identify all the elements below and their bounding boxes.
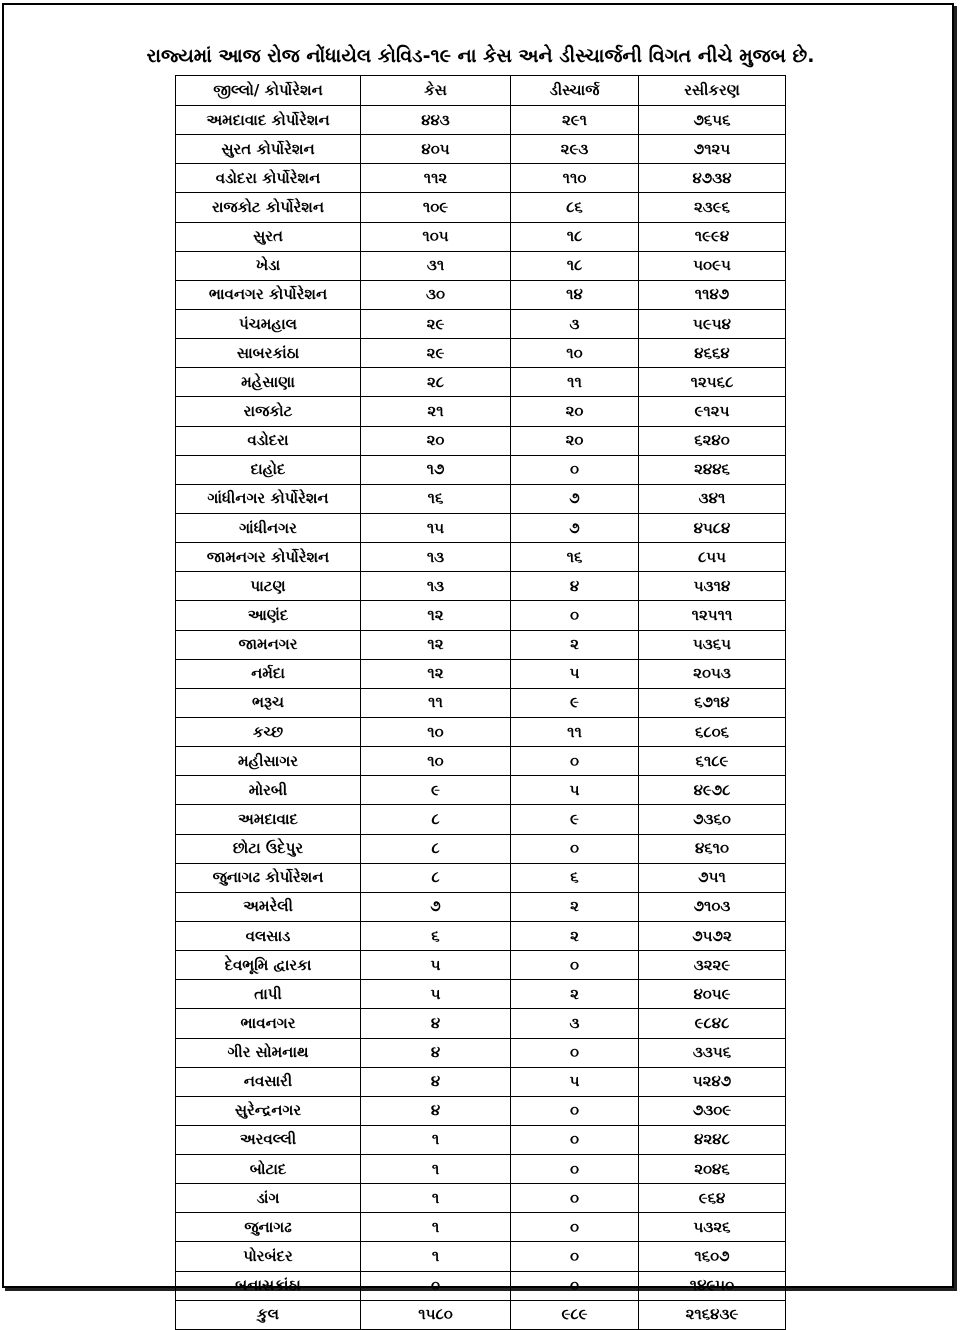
table-row bbox=[176, 951, 786, 980]
discharge-cell: ૭ bbox=[511, 484, 639, 513]
table-row bbox=[176, 543, 786, 572]
discharge-cell: ૦ bbox=[511, 1125, 639, 1154]
vaccination-cell: ૨૦૫૩ bbox=[639, 659, 786, 688]
discharge-cell: ૨૦ bbox=[511, 397, 639, 426]
cases-cell: ૧૦ bbox=[361, 717, 511, 746]
vaccination-cell: ૫૩૧૪ bbox=[639, 572, 786, 601]
cases-cell: ૧૦૫ bbox=[361, 222, 511, 251]
vaccination-cell: ૫૯૫૪ bbox=[639, 309, 786, 338]
district-cell: ગાંધીનગર bbox=[176, 513, 361, 542]
district-cell: કચ્છ bbox=[176, 717, 361, 746]
discharge-cell: ૧૧ bbox=[511, 717, 639, 746]
cases-cell: ૧૨ bbox=[361, 659, 511, 688]
table-row bbox=[176, 805, 786, 834]
cases-cell: ૨૯ bbox=[361, 309, 511, 338]
district-cell: મહેસાણા bbox=[176, 368, 361, 397]
district-cell: સુરેન્દ્રનગર bbox=[176, 1096, 361, 1125]
vaccination-cell: ૪૬૬૪ bbox=[639, 339, 786, 368]
discharge-cell: ૦ bbox=[511, 601, 639, 630]
district-cell: જામનગર કોર્પોરેશન bbox=[176, 543, 361, 572]
district-cell: મહીસાગર bbox=[176, 747, 361, 776]
table-row bbox=[176, 601, 786, 630]
cases-cell: ૮ bbox=[361, 805, 511, 834]
district-cell: ગીર સોમનાથ bbox=[176, 1038, 361, 1067]
table-row bbox=[176, 834, 786, 863]
vaccination-cell: ૩૪૧ bbox=[639, 484, 786, 513]
discharge-cell: ૦ bbox=[511, 951, 639, 980]
table-row bbox=[176, 193, 786, 222]
discharge-cell: ૦ bbox=[511, 747, 639, 776]
vaccination-cell: ૪૬૧૦ bbox=[639, 834, 786, 863]
district-cell: સુરત bbox=[176, 222, 361, 251]
discharge-cell: ૨૦ bbox=[511, 426, 639, 455]
district-cell: રાજકોટ bbox=[176, 397, 361, 426]
district-cell: રાજકોટ કોર્પોરેશન bbox=[176, 193, 361, 222]
district-cell: પોરબંદર bbox=[176, 1242, 361, 1271]
total-vaccination-cell: ૨૧૬૪૩૯ bbox=[639, 1300, 786, 1329]
discharge-cell: ૧૦ bbox=[511, 339, 639, 368]
table-row bbox=[176, 717, 786, 746]
district-cell: ગાંધીનગર કોર્પોરેશન bbox=[176, 484, 361, 513]
district-cell: અમરેલી bbox=[176, 892, 361, 921]
vaccination-cell: ૮૫૫ bbox=[639, 543, 786, 572]
discharge-cell: ૩ bbox=[511, 1009, 639, 1038]
discharge-cell: ૦ bbox=[511, 455, 639, 484]
district-cell: તાપી bbox=[176, 980, 361, 1009]
table-row bbox=[176, 339, 786, 368]
district-cell: મોરબી bbox=[176, 776, 361, 805]
total-discharge-cell: ૯૮૯ bbox=[511, 1300, 639, 1329]
header-discharge: ડીસ્ચાર્જ bbox=[511, 76, 639, 106]
cases-cell: ૩૦ bbox=[361, 280, 511, 309]
vaccination-cell: ૫૩૬૫ bbox=[639, 630, 786, 659]
cases-cell: ૪ bbox=[361, 1096, 511, 1125]
vaccination-cell: ૧૧૪૭ bbox=[639, 280, 786, 309]
cases-cell: ૪ bbox=[361, 1038, 511, 1067]
table-row bbox=[176, 776, 786, 805]
vaccination-cell: ૯૧૨૫ bbox=[639, 397, 786, 426]
cases-cell: ૮ bbox=[361, 834, 511, 863]
table-row bbox=[176, 106, 786, 135]
table-row bbox=[176, 572, 786, 601]
table-row bbox=[176, 1096, 786, 1125]
vaccination-cell: ૫૩૨૬ bbox=[639, 1213, 786, 1242]
header-district: જીલ્લો/ કોર્પોરેશન bbox=[176, 76, 361, 106]
discharge-cell: ૦ bbox=[511, 1213, 639, 1242]
total-label-cell: કુલ bbox=[176, 1300, 361, 1329]
vaccination-cell: ૧૨૫૬૮ bbox=[639, 368, 786, 397]
district-cell: દેવભૂમિ દ્વારકા bbox=[176, 951, 361, 980]
cases-cell: ૨૧ bbox=[361, 397, 511, 426]
cases-cell: ૧૦ bbox=[361, 747, 511, 776]
table-row bbox=[176, 251, 786, 280]
vaccination-cell: ૯૬૪ bbox=[639, 1184, 786, 1213]
cases-cell: ૪ bbox=[361, 1067, 511, 1096]
district-cell: જુનાગઢ કોર્પોરેશન bbox=[176, 863, 361, 892]
district-cell: છોટા ઉદેપુર bbox=[176, 834, 361, 863]
district-cell: પંચમહાલ bbox=[176, 309, 361, 338]
discharge-cell: ૪ bbox=[511, 572, 639, 601]
table-row bbox=[176, 980, 786, 1009]
district-cell: અરવલ્લી bbox=[176, 1125, 361, 1154]
vaccination-cell: ૨૦૪૬ bbox=[639, 1155, 786, 1184]
vaccination-cell: ૪૫૮૪ bbox=[639, 513, 786, 542]
discharge-cell: ૧૮ bbox=[511, 251, 639, 280]
discharge-cell: ૧૬ bbox=[511, 543, 639, 572]
table-row bbox=[176, 1038, 786, 1067]
cases-cell: ૪ bbox=[361, 1009, 511, 1038]
discharge-cell: ૨ bbox=[511, 892, 639, 921]
cases-cell: ૧૨ bbox=[361, 630, 511, 659]
district-cell: ભાવનગર bbox=[176, 1009, 361, 1038]
vaccination-cell: ૬૮૦૬ bbox=[639, 717, 786, 746]
table-row bbox=[176, 164, 786, 193]
cases-cell: ૧૬ bbox=[361, 484, 511, 513]
discharge-cell: ૦ bbox=[511, 1271, 639, 1300]
district-cell: આણંદ bbox=[176, 601, 361, 630]
discharge-cell: ૨ bbox=[511, 980, 639, 1009]
cases-cell: ૩૧ bbox=[361, 251, 511, 280]
discharge-cell: ૫ bbox=[511, 776, 639, 805]
vaccination-cell: ૧૯૯૪ bbox=[639, 222, 786, 251]
discharge-cell: ૭ bbox=[511, 513, 639, 542]
table-row bbox=[176, 1155, 786, 1184]
total-row bbox=[176, 1300, 786, 1329]
table-row bbox=[176, 135, 786, 164]
district-cell: ડાંગ bbox=[176, 1184, 361, 1213]
cases-cell: ૧૭ bbox=[361, 455, 511, 484]
table-body bbox=[176, 106, 786, 1330]
vaccination-cell: ૬૧૮૯ bbox=[639, 747, 786, 776]
discharge-cell: ૨ bbox=[511, 921, 639, 950]
discharge-cell: ૦ bbox=[511, 1242, 639, 1271]
page-title: રાજ્યમાં આજ રોજ નોંધાયેલ કોવિડ-૧૯ ના કેસ અને ડીસ્ચાર્જની વિગત નીચે મુજબ છે. bbox=[146, 45, 815, 67]
cases-cell: ૨૦ bbox=[361, 426, 511, 455]
vaccination-cell: ૭૩૦૯ bbox=[639, 1096, 786, 1125]
table-row bbox=[176, 368, 786, 397]
header-cases: કેસ bbox=[361, 76, 511, 106]
discharge-cell: ૧૧ bbox=[511, 368, 639, 397]
discharge-cell: ૯ bbox=[511, 688, 639, 717]
discharge-cell: ૨૯૩ bbox=[511, 135, 639, 164]
cases-cell: ૧૫ bbox=[361, 513, 511, 542]
table-row bbox=[176, 222, 786, 251]
table-header bbox=[176, 76, 786, 106]
table-row bbox=[176, 309, 786, 338]
vaccination-cell: ૩૩૫૬ bbox=[639, 1038, 786, 1067]
vaccination-cell: ૫૦૯૫ bbox=[639, 251, 786, 280]
cases-cell: ૧૨ bbox=[361, 601, 511, 630]
table-row bbox=[176, 1184, 786, 1213]
vaccination-cell: ૧૨૫૧૧ bbox=[639, 601, 786, 630]
vaccination-cell: ૪૭૩૪ bbox=[639, 164, 786, 193]
discharge-cell: ૩ bbox=[511, 309, 639, 338]
vaccination-cell: ૧૪૯૫૦ bbox=[639, 1271, 786, 1300]
cases-cell: ૨૮ bbox=[361, 368, 511, 397]
cases-cell: ૨૯ bbox=[361, 339, 511, 368]
table-row bbox=[176, 1271, 786, 1300]
table-row bbox=[176, 747, 786, 776]
vaccination-cell: ૭૬૫૬ bbox=[639, 106, 786, 135]
table-row bbox=[176, 455, 786, 484]
discharge-cell: ૦ bbox=[511, 1096, 639, 1125]
table-row bbox=[176, 1125, 786, 1154]
discharge-cell: ૧૧૦ bbox=[511, 164, 639, 193]
discharge-cell: ૯ bbox=[511, 805, 639, 834]
district-cell: અમદાવાદ કોર્પોરેશન bbox=[176, 106, 361, 135]
district-cell: જુનાગઢ bbox=[176, 1213, 361, 1242]
district-cell: નવસારી bbox=[176, 1067, 361, 1096]
vaccination-cell: ૬૨૪૦ bbox=[639, 426, 786, 455]
district-cell: ખેડા bbox=[176, 251, 361, 280]
district-cell: જામનગર bbox=[176, 630, 361, 659]
vaccination-cell: ૪૦૫૯ bbox=[639, 980, 786, 1009]
discharge-cell: ૬ bbox=[511, 863, 639, 892]
table-row bbox=[176, 1009, 786, 1038]
discharge-cell: ૫ bbox=[511, 1067, 639, 1096]
discharge-cell: ૧૮ bbox=[511, 222, 639, 251]
table-row bbox=[176, 397, 786, 426]
cases-cell: ૯ bbox=[361, 776, 511, 805]
cases-cell: ૭ bbox=[361, 892, 511, 921]
cases-cell: ૧ bbox=[361, 1125, 511, 1154]
vaccination-cell: ૩૨૨૯ bbox=[639, 951, 786, 980]
district-cell: વડોદરા કોર્પોરેશન bbox=[176, 164, 361, 193]
district-cell: પાટણ bbox=[176, 572, 361, 601]
cases-cell: ૫ bbox=[361, 980, 511, 1009]
table-row bbox=[176, 659, 786, 688]
discharge-cell: ૦ bbox=[511, 1184, 639, 1213]
district-cell: વલસાડ bbox=[176, 921, 361, 950]
district-cell: ભાવનગર કોર્પોરેશન bbox=[176, 280, 361, 309]
cases-cell: ૧૦૯ bbox=[361, 193, 511, 222]
cases-cell: ૧૩ bbox=[361, 572, 511, 601]
cases-cell: ૧ bbox=[361, 1213, 511, 1242]
table-row bbox=[176, 426, 786, 455]
cases-cell: ૧ bbox=[361, 1155, 511, 1184]
discharge-cell: ૦ bbox=[511, 1155, 639, 1184]
vaccination-cell: ૭૧૦૩ bbox=[639, 892, 786, 921]
district-cell: દાહોદ bbox=[176, 455, 361, 484]
district-cell: ભરૂચ bbox=[176, 688, 361, 717]
header-vaccination: રસીકરણ bbox=[639, 76, 786, 106]
vaccination-cell: ૨૪૪૬ bbox=[639, 455, 786, 484]
discharge-cell: ૫ bbox=[511, 659, 639, 688]
table-row bbox=[176, 630, 786, 659]
cases-cell: ૧ bbox=[361, 1184, 511, 1213]
vaccination-cell: ૧૬૦૭ bbox=[639, 1242, 786, 1271]
vaccination-cell: ૭૩૬૦ bbox=[639, 805, 786, 834]
vaccination-cell: ૬૭૧૪ bbox=[639, 688, 786, 717]
table-row bbox=[176, 863, 786, 892]
table-row bbox=[176, 921, 786, 950]
cases-cell: ૪૪૩ bbox=[361, 106, 511, 135]
table-row bbox=[176, 484, 786, 513]
table-row bbox=[176, 513, 786, 542]
table-row bbox=[176, 1242, 786, 1271]
cases-cell: ૧૧ bbox=[361, 688, 511, 717]
cases-cell: ૧૧૨ bbox=[361, 164, 511, 193]
discharge-cell: ૦ bbox=[511, 1038, 639, 1067]
vaccination-cell: ૫૨૪૭ bbox=[639, 1067, 786, 1096]
district-cell: અમદાવાદ bbox=[176, 805, 361, 834]
table-row bbox=[176, 1067, 786, 1096]
table-row bbox=[176, 688, 786, 717]
table-row bbox=[176, 1213, 786, 1242]
vaccination-cell: ૪૯૭૮ bbox=[639, 776, 786, 805]
vaccination-cell: ૪૨૪૮ bbox=[639, 1125, 786, 1154]
header-row bbox=[176, 76, 786, 106]
vaccination-cell: ૭૧૨૫ bbox=[639, 135, 786, 164]
district-cell: બોટાદ bbox=[176, 1155, 361, 1184]
cases-cell: ૧ bbox=[361, 1242, 511, 1271]
vaccination-cell: ૯૮૪૮ bbox=[639, 1009, 786, 1038]
discharge-cell: ૦ bbox=[511, 834, 639, 863]
district-cell: સુરત કોર્પોરેશન bbox=[176, 135, 361, 164]
covid-cases-table bbox=[175, 75, 786, 1330]
cases-cell: ૬ bbox=[361, 921, 511, 950]
vaccination-cell: ૭૫૧ bbox=[639, 863, 786, 892]
cases-cell: ૫ bbox=[361, 951, 511, 980]
discharge-cell: ૨૯૧ bbox=[511, 106, 639, 135]
discharge-cell: ૨ bbox=[511, 630, 639, 659]
table-row bbox=[176, 280, 786, 309]
cases-cell: ૮ bbox=[361, 863, 511, 892]
table-row bbox=[176, 892, 786, 921]
discharge-cell: ૧૪ bbox=[511, 280, 639, 309]
district-cell: નર્મદા bbox=[176, 659, 361, 688]
total-cases-cell: ૧૫૮૦ bbox=[361, 1300, 511, 1329]
vaccination-cell: ૨૩૯૬ bbox=[639, 193, 786, 222]
discharge-cell: ૮૬ bbox=[511, 193, 639, 222]
vaccination-cell: ૭૫૭૨ bbox=[639, 921, 786, 950]
cases-cell: ૪૦૫ bbox=[361, 135, 511, 164]
district-cell: બનાસકાંઠા bbox=[176, 1271, 361, 1300]
cases-cell: ૧૩ bbox=[361, 543, 511, 572]
cases-cell: ૦ bbox=[361, 1271, 511, 1300]
district-cell: વડોદરા bbox=[176, 426, 361, 455]
district-cell: સાબરકાંઠા bbox=[176, 339, 361, 368]
